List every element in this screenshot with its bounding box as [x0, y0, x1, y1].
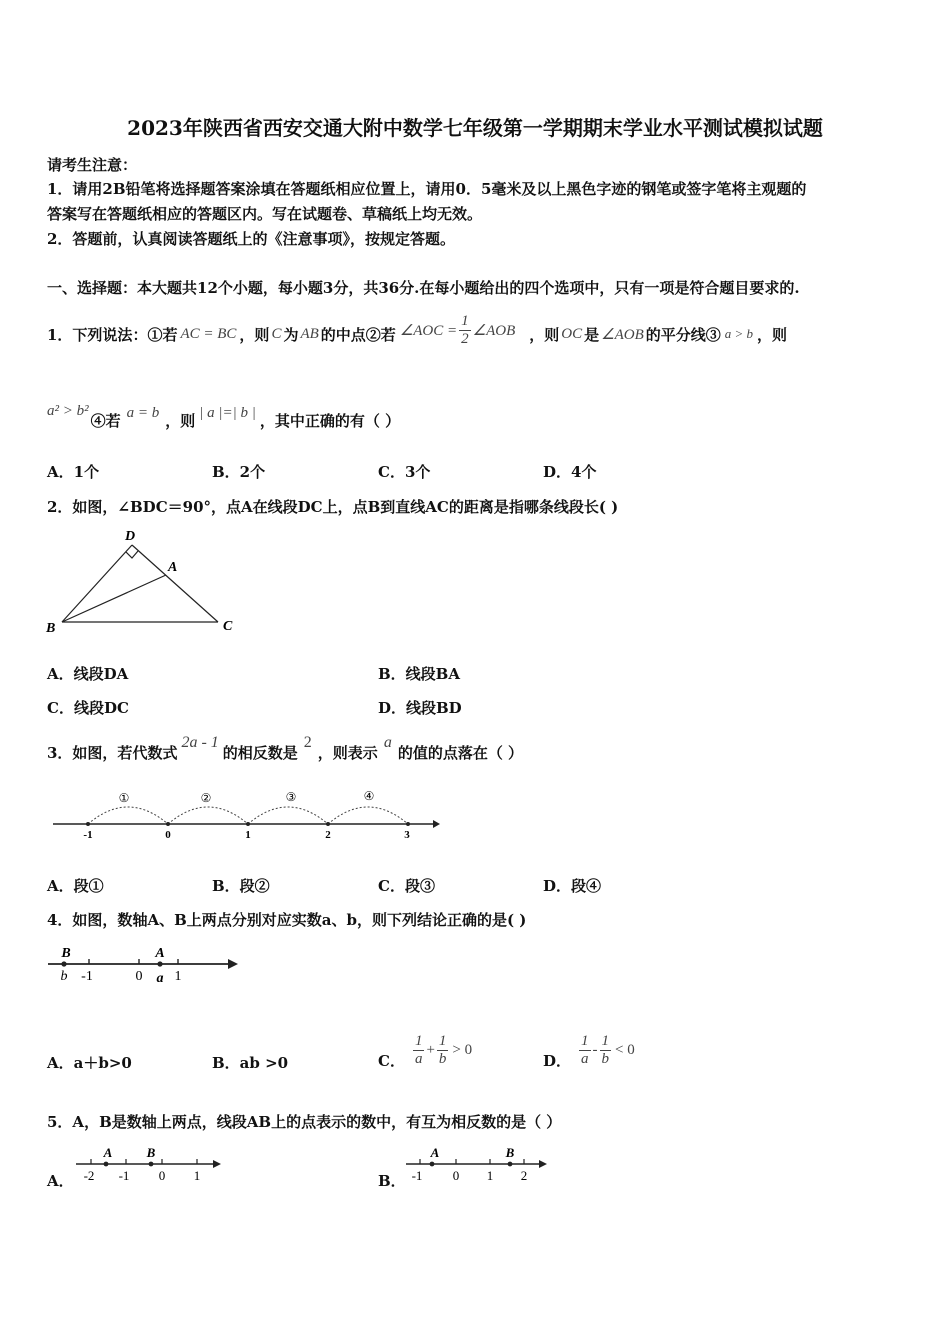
q5a-point-b — [149, 1162, 154, 1167]
q4-label-b: B — [61, 946, 71, 961]
notice-line-1b: 答案写在答题纸相应的答题区内。写在试题卷、草稿纸上均无效。 — [47, 205, 483, 223]
q3-axis-arrow — [433, 820, 440, 828]
q3-tick-label: 0 — [165, 829, 171, 841]
q2-label-b: B — [46, 621, 56, 636]
q5-option-a-figure[interactable] — [72, 1142, 227, 1187]
q5a-tick-label: 1 — [193, 1168, 201, 1183]
q3-text: ，则表示 — [317, 743, 378, 762]
q2-triangle-figure — [40, 525, 250, 640]
notice-line-2: 2．答题前，认真阅读答题纸上的《注意事项》，按规定答题。 — [47, 230, 455, 248]
q4-label-a-value: a — [156, 971, 164, 986]
q5-option-b-figure[interactable] — [402, 1142, 557, 1187]
q3-tick-point — [406, 822, 410, 826]
q1-math-angle-aob: ∠AOB — [601, 326, 644, 343]
q3-arc-2 — [168, 807, 248, 824]
q1-option-b[interactable]: B．2个 — [212, 463, 266, 481]
q5b-axis-arrow — [539, 1160, 547, 1168]
q4-frac-num: 1 — [414, 1032, 423, 1049]
question-1-line-1 — [47, 312, 787, 356]
q5a-tick-label: -1 — [118, 1168, 130, 1183]
q3-text: 的值的点落在（ ） — [397, 743, 524, 762]
q4-frac-1-over-a — [579, 1033, 591, 1068]
q4-frac-num: 1 — [601, 1032, 610, 1049]
q3-option-a[interactable]: A．段① — [47, 877, 104, 895]
q4-frac-den: b — [438, 1050, 447, 1067]
notice-line-1a: 1．请用2B铅笔将选择题答案涂填在答题纸相应位置上，请用0．5毫米及以上黑色字迹的钢笔或签字笔将主观题的 — [47, 180, 807, 198]
q4-point-a — [157, 961, 162, 966]
q4-frac-1-over-b — [600, 1033, 612, 1068]
q4-number-line-figure — [44, 940, 244, 990]
q2-segment-bd — [62, 545, 132, 622]
q4-label-zero: 0 — [135, 969, 143, 984]
q3-tick-point — [166, 822, 170, 826]
q4-frac-num: 1 — [438, 1032, 447, 1049]
q1-text: ，则 — [757, 325, 788, 344]
question-4-text: 4．如图，数轴A、B上两点分别对应实数a、b，则下列结论正确的是( ) — [47, 911, 527, 929]
q1-option-d[interactable]: D．4个 — [543, 463, 597, 481]
q1-text: ，则 — [239, 325, 270, 344]
section-heading: 一、选择题：本大题共12个小题，每小题3分，共36分.在每小题给出的四个选项中，只有一项是符合题目要求的. — [47, 279, 800, 297]
q1-text: ，则 — [165, 411, 196, 430]
q2-option-c[interactable]: C．线段DC — [47, 699, 129, 717]
q5b-point-b — [508, 1162, 513, 1167]
q4-point-b — [61, 961, 66, 966]
q4-option-d-label: D． — [543, 1051, 572, 1070]
q3-tick-label: 2 — [325, 829, 331, 841]
q5a-tick-label: -2 — [83, 1168, 95, 1183]
q3-tick-label: 3 — [404, 829, 410, 841]
q1-math-angle-fraction — [400, 313, 515, 348]
q5b-point-a — [430, 1162, 435, 1167]
q5b-tick-label: 0 — [452, 1168, 460, 1183]
q3-arc-3 — [248, 807, 328, 824]
q5a-axis-arrow — [213, 1160, 221, 1168]
q3-math-two: 2 — [303, 734, 312, 751]
q3-segment-label-4: ④ — [363, 789, 375, 803]
q3-tick-label: 1 — [245, 829, 251, 841]
q3-number-line-figure — [48, 785, 443, 845]
q1-text: 的平分线③ — [645, 325, 721, 344]
q1-math-ab: AB — [300, 325, 319, 342]
q2-label-a: A — [168, 560, 178, 575]
question-1-line-2 — [47, 400, 400, 440]
q2-segment-ba — [62, 575, 166, 622]
q1-fraction-num: 1 — [461, 312, 469, 329]
q4-minus-sign: - — [592, 1041, 598, 1058]
q4-option-a[interactable]: A．a＋b>0 — [47, 1054, 132, 1072]
q1-text: ④若 — [90, 411, 121, 430]
q1-text: 是 — [584, 325, 600, 344]
q4-frac-den: a — [414, 1050, 423, 1067]
q1-math-c: C — [271, 325, 282, 342]
q4-axis-arrow — [228, 959, 238, 969]
q3-option-c[interactable]: C．段③ — [378, 877, 435, 895]
q1-option-c[interactable]: C．3个 — [378, 463, 431, 481]
q5a-label-b: B — [146, 1145, 156, 1160]
question-5-text: 5．A，B是数轴上两点，线段AB上的点表示的数中，有互为相反数的是（ ） — [47, 1113, 562, 1131]
q2-option-d[interactable]: D．线段BD — [378, 699, 462, 717]
page-title: 2023年陕西省西安交通大附中数学七年级第一学期期末学业水平测试模拟试题 — [127, 116, 823, 140]
q4-option-c[interactable] — [378, 1026, 472, 1074]
q1-text: 1．下列说法：①若 — [47, 325, 178, 344]
q5b-tick-label: 2 — [520, 1168, 528, 1183]
q3-tick-point — [246, 822, 250, 826]
q4-option-d[interactable] — [543, 1026, 635, 1074]
q5b-label-b: B — [505, 1145, 515, 1160]
q3-tick-point — [86, 822, 90, 826]
q5a-label-a: A — [103, 1145, 113, 1160]
q5a-tick-label: 0 — [158, 1168, 166, 1183]
q4-frac-num: 1 — [581, 1032, 589, 1049]
q2-right-angle-mark — [126, 551, 138, 558]
q1-math-a-eq-b: a = b — [126, 404, 160, 421]
q5b-label-a: A — [430, 1145, 440, 1160]
q3-tick-point — [326, 822, 330, 826]
q5-option-a-label[interactable]: A． — [47, 1172, 74, 1190]
notice-heading: 请考生注意： — [47, 156, 138, 174]
q1-math-a-gt-b: a > b — [724, 326, 754, 341]
question-2-text: 2．如图，∠BDC＝90°，点A在线段DC上，点B到直线AC的距离是指哪条线段长( ) — [47, 498, 619, 516]
q2-label-c: C — [223, 619, 233, 634]
q3-segment-label-3: ③ — [285, 790, 297, 804]
q3-math-a: a — [383, 734, 392, 751]
q2-option-b[interactable]: B．线段BA — [378, 665, 460, 683]
q5b-tick-label: 1 — [486, 1168, 494, 1183]
q1-fraction — [459, 313, 471, 348]
q2-segment-dc — [132, 545, 218, 622]
q5b-tick-label: -1 — [411, 1168, 423, 1183]
q4-frac-den: a — [581, 1050, 589, 1067]
q2-option-a[interactable]: A．线段DA — [47, 665, 129, 683]
q3-segment-label-1: ① — [118, 791, 130, 805]
q4-label-a: A — [155, 946, 165, 961]
q3-option-b[interactable]: B．段② — [212, 877, 270, 895]
q1-text: 的中点②若 — [320, 325, 396, 344]
q4-lt-zero: < 0 — [615, 1041, 635, 1058]
q4-gt-zero: > 0 — [452, 1041, 473, 1058]
q4-frac-den: b — [601, 1050, 610, 1067]
q3-text: 3．如图，若代数式 — [47, 743, 178, 762]
q1-math-angle-aoc: ∠AOC = — [399, 322, 458, 339]
q1-text: 为 — [283, 325, 299, 344]
q3-arc-1 — [88, 807, 168, 824]
q1-option-a[interactable]: A．1个 — [47, 463, 100, 481]
q1-text: ，其中正确的有（ ） — [259, 411, 401, 430]
q1-math-abs: | a |=| b | — [199, 404, 256, 421]
q4-label-b-value: b — [60, 969, 68, 984]
q4-option-c-label: C． — [378, 1051, 405, 1070]
q3-text: 的相反数是 — [222, 743, 298, 762]
q1-text: ，则 — [529, 325, 560, 344]
q4-label-one: 1 — [174, 969, 182, 984]
q2-label-d: D — [125, 529, 136, 544]
q5a-point-a — [104, 1162, 109, 1167]
q3-tick-label: -1 — [83, 829, 93, 841]
q4-plus-sign: + — [426, 1041, 435, 1058]
q5-option-b-label[interactable]: B． — [378, 1172, 406, 1190]
q1-math-angle-aob: ∠AOB — [472, 322, 516, 339]
q3-option-d[interactable]: D．段④ — [543, 877, 602, 895]
q1-math-oc: OC — [561, 325, 583, 342]
question-3-text — [47, 732, 523, 772]
q4-option-b[interactable]: B．ab >0 — [212, 1054, 289, 1072]
q3-segment-label-2: ② — [200, 791, 212, 805]
q1-math-squares: a² > b² — [47, 402, 89, 419]
q4-label-minus1: -1 — [81, 969, 93, 984]
q4-frac-1-over-a — [413, 1033, 425, 1068]
q1-fraction-den: 2 — [461, 330, 469, 347]
q4-frac-1-over-b — [437, 1033, 449, 1068]
q3-math-expression: 2a - 1 — [181, 734, 219, 751]
q3-arc-4 — [328, 807, 408, 824]
q1-math-ac-bc: AC = BC — [180, 325, 237, 342]
